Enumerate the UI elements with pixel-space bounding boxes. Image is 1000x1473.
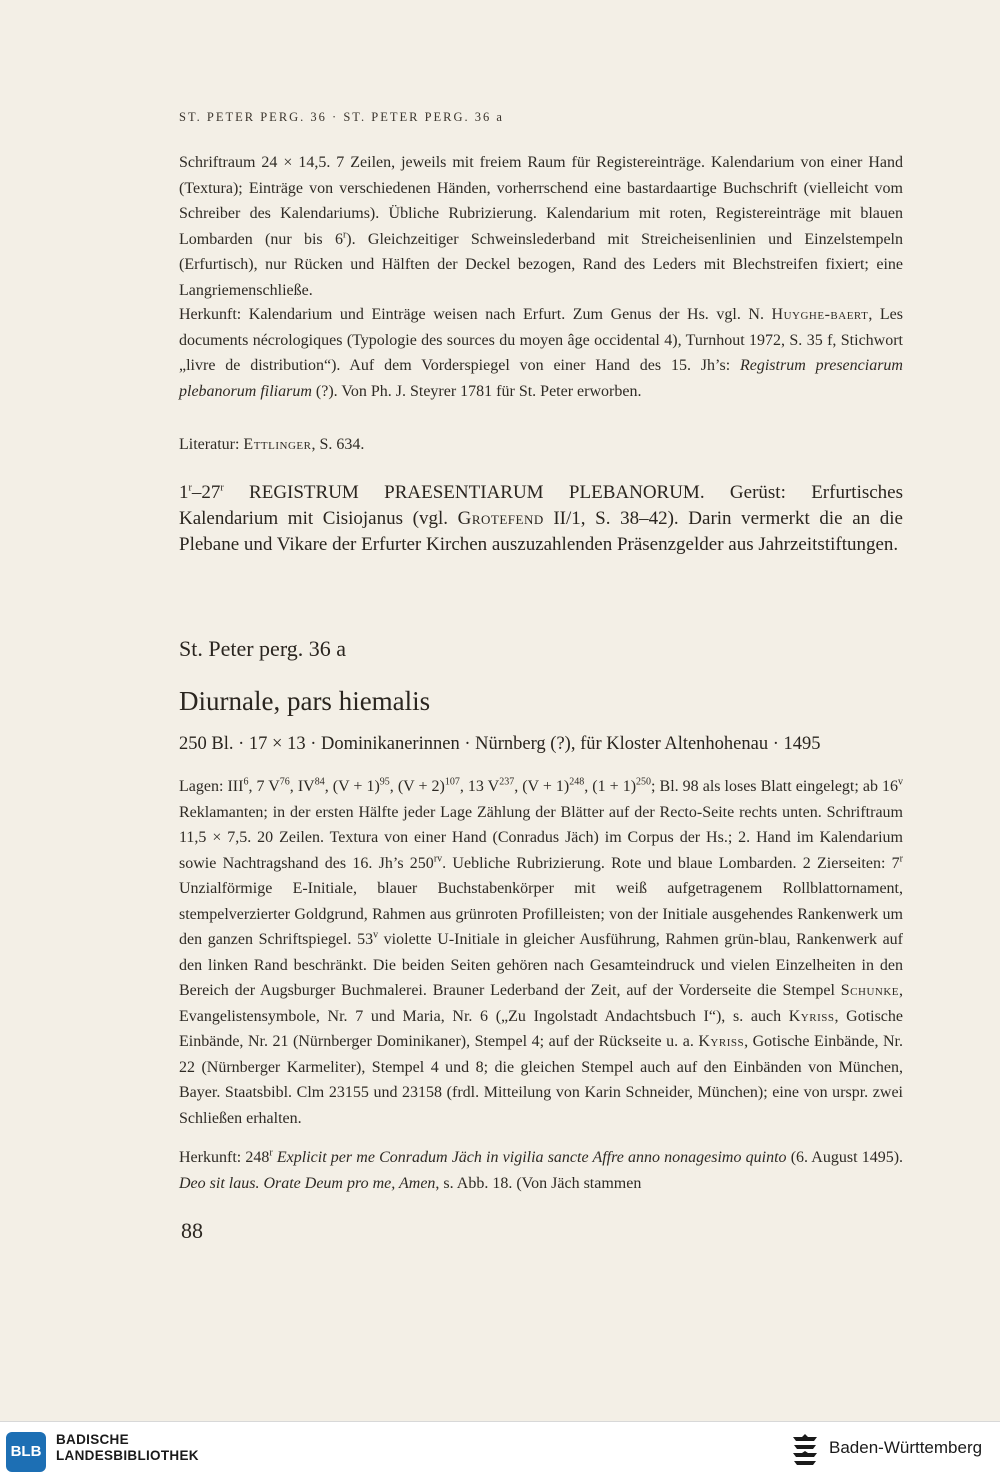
prev-entry-literature [179,432,903,458]
blb-line-2: LANDESBIBLIOTHEK [56,1448,199,1463]
paragraph-lagen: Lagen: III$^6$, 7 $V^{76}$, IV$^{84}$, $(V + 1)^{95}$, $(V + 2)^{107}$, 13 $V^{237}$, $(V + 1)^{248}$, $(1 + 1)^{250}$; Bl. 98 als loses Blatt eingelegt; ab 16$^v$ Reklamanten; in der ersten Hälfte jeder Lage Zählung der Blätter auf der Recto-Seite rechts unten. Schriftraum 11,5 × 7,5. 20 Zeilen. Textura von einer Hand (Conradus Jäch) im Corpus der Hs.; 2. Hand im Kalendarium sowie Nachtragshand des 16. Jh’s $250^{rv}$. Uebliche Rubrizierung. Rote und blaue Lombarden. 2 Zierseiten: 7$^r$ Unzialförmige E-Initiale, blauer Buchstabenkörper mit weiß aufgetragenem Rollblattornament, stempelverzierter Goldgrund, Rahmen aus grünroten Profilleisten; von der Initiale ausgehendes Rankenwerk um den ganzen Schriftspiegel. 53$^v$ violette U-Initiale in gleicher Ausführung, Rahmen grün-blau, Rankenwerk auf den linken Rand beschränkt. Die beiden Seiten gehören nach Gesamteindruck und vielen Einzelheiten in den Bereich der Augsburger Buchmalerei. Brauner Lederband der Zeit, auf der Vorderseite die Stempel Schunke, Evangelistensymbole, Nr. 7 und Maria, Nr. 6 („Zu Ingolstadt Andachtsbuch I“), s. auch Kyriss, Gotische Einbände, Nr. 21 (Nürnberger Dominikaner), Stempel 4; auf der Rückseite u. a. Kyriss, Gotische Einbände, Nr. 22 (Nürnberger Karmeliter), Stempel 4 und 8; die gleichen Stempel auch auf den Einbänden von München, Bayer. Staatsbibl. Clm 23155 und 23158 (frdl. Mitteilung von Karin Schneider, München); eine von urspr. zwei Schließen erhalten. [179,776,904,1127]
paragraph-entry-herkunft: Herkunft: 248$^r$ Explicit per me Conradum Jäch in vigilia sancte Affre anno nonagesimo quinto (6. August 1495). Deo sit laus. Orate Deum pro me, Amen, s. Abb. 18. (Von Jäch stammen [179,1147,904,1192]
blb-line-1: BADISCHE [56,1432,129,1447]
prev-entry-content [179,480,903,558]
entry-meta-line: 250 Bl. · 17 × 13 · Dominikanerinnen · Nürnberg (?), für Kloster Altenhohenau · 1495 [179,734,821,754]
footer-bar [0,1421,1000,1473]
entry-title: Diurnale, pars hiemalis [179,686,431,716]
baden-wuerttemberg-lions-icon[interactable] [790,1433,820,1467]
paragraph-literatur: Literatur: Ettlinger, S. 634. [179,436,365,453]
page-number: 88 [181,1218,203,1243]
prev-entry-description [179,150,903,303]
blb-name[interactable] [56,1432,199,1464]
entry-shelfmark: St. Peter perg. 36 a [179,636,347,661]
paragraph-contents: 1$^r$–27$^r$ REGISTRUM PRAESENTIARUM PLEBANORUM. Gerüst: Erfurtisches Kalendarium mit Cisiojanus (vgl. Grotefend II/1, S. 38–42). Darin vermerkt die an die Plebane und Vikare der Erfurter Kirchen auszuzahlenden Präsenzgelder aus Jahrzeitstiftungen. [179,482,903,555]
prev-entry-provenance [179,302,903,404]
bw-name[interactable]: Baden-Württemberg [829,1438,983,1457]
paragraph-herkunft: Herkunft: Kalendarium und Einträge weisen nach Erfurt. Zum Genus der Hs. vgl. N. Huyghe-baert, Les documents nécrologiques (Typologie des sources du moyen âge occidental 4), Turnhout 1972, S. 35 f, Stichwort „livre de distribution“). Auf dem Vorderspiegel von einer Hand des 15. Jh’s: Registrum presenciarum plebanorum filiarum (?). Von Ph. J. Steyrer 1781 für St. Peter erworben. [179,306,903,400]
blb-logo[interactable]: BLB [6,1432,46,1472]
entry-provenance [179,1145,903,1196]
running-head: ST. PETER PERG. 36 · ST. PETER PERG. 36 a [179,110,504,124]
entry-description [179,774,903,1131]
paragraph-description: Schriftraum 24 × 14,5. 7 Zeilen, jeweils mit freiem Raum für Registereinträge. Kalendarium von einer Hand (Textura); Einträge von verschiedenen Händen, vorherrschend eine bastardaartige Buchschrift (vielleicht vom Schreiber des Kalendariums). Übliche Rubrizierung. Kalendarium mit roten, Registereinträge mit blauen Lombarden (nur bis 6$^r$). Gleichzeitiger Schweinslederband mit Streicheisenlinien und Einzelstempeln (Erfurtisch), nur Rücken und Hälften der Deckel bezogen, Rand des Leders mit Blechstreifen fixiert; eine Langriemenschließe. [179,154,903,299]
